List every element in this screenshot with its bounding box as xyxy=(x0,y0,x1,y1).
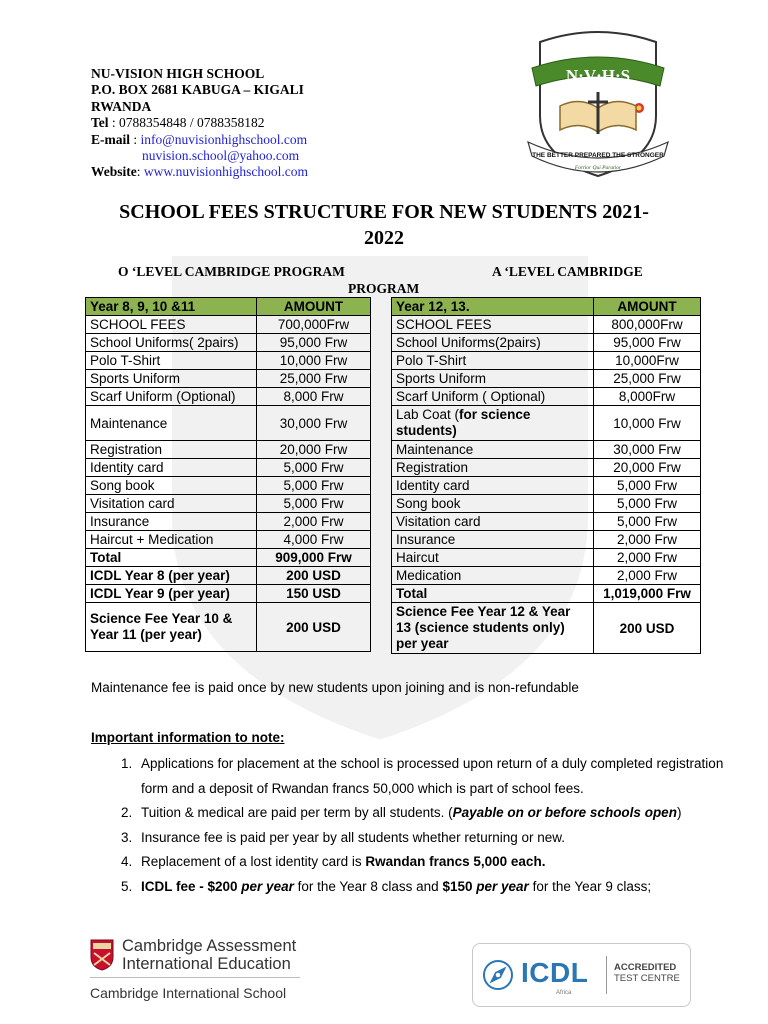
lab-coat-row: Lab Coat (for science students) 10,000 Frw xyxy=(392,406,701,441)
a-level-program-heading: A ‘LEVEL CAMBRIDGE xyxy=(492,264,643,279)
school-header xyxy=(91,66,308,181)
table-row: Visitation card 5,000 Frw xyxy=(86,495,371,513)
school-country: RWANDA xyxy=(91,98,152,114)
list-item: 4. Replacement of a lost identity card is Rwandan francs 5,000 each. xyxy=(136,850,736,875)
school-email-2 xyxy=(91,148,308,164)
email-link-2[interactable]: nuvision.school@yahoo.com xyxy=(142,148,300,164)
table-row: Insurance 2,000 Frw xyxy=(86,513,371,531)
school-name: NU-VISION HIGH SCHOOL xyxy=(91,66,265,81)
icdl-wordmark: ICDL xyxy=(521,957,589,988)
table-row: Sports Uniform 25,000 Frw xyxy=(392,370,701,388)
table-row: School Uniforms(2pairs) 95,000 Frw xyxy=(392,334,701,352)
icdl-region: Africa xyxy=(556,990,572,996)
divider xyxy=(90,977,300,978)
table-row: Scarf Uniform ( Optional) 8,000Frw xyxy=(392,388,701,406)
crest-initials: N·V·H·S xyxy=(565,66,631,85)
cambridge-shield-icon xyxy=(90,939,114,971)
important-info-list xyxy=(91,752,736,899)
table-row: Maintenance 30,000 Frw xyxy=(86,406,371,441)
table-row: Identity card 5,000 Frw xyxy=(392,477,701,495)
science-fee-row: Science Fee Year 10 & Year 11 (per year) 200 USD xyxy=(86,603,371,652)
cambridge-logo xyxy=(90,937,320,1007)
table-row: Maintenance 30,000 Frw xyxy=(392,441,701,459)
school-address: P.O. BOX 2681 KABUGA – KIGALI xyxy=(91,82,304,98)
list-item: 2. Tuition & medical are paid per term by all students. (Payable on or before schools open) xyxy=(136,801,736,826)
crest-latin-motto: Fortior Qui Paratior xyxy=(574,165,622,171)
table-row: Scarf Uniform (Optional) 8,000 Frw xyxy=(86,388,371,406)
cambridge-school-label: Cambridge International School xyxy=(90,985,287,1001)
list-item: 3. Insurance fee is paid per year by all students whether returning or new. xyxy=(136,826,736,851)
table-row: SCHOOL FEES 800,000Frw xyxy=(392,316,701,334)
table-row: Song book 5,000 Frw xyxy=(392,495,701,513)
school-crest-logo xyxy=(518,24,678,184)
page-title: SCHOOL FEES STRUCTURE FOR NEW STUDENTS 2021- 2022 xyxy=(119,201,649,249)
table-row: Visitation card 5,000 Frw xyxy=(392,513,701,531)
accredited-label: ACCREDITED xyxy=(614,962,677,973)
compass-icon xyxy=(481,958,515,992)
important-info-heading: Important information to note: xyxy=(91,730,285,745)
website-link[interactable]: www.nuvisionhighschool.com xyxy=(143,164,309,180)
icdl-year-9-row: ICDL Year 9 (per year) 150 USD xyxy=(86,585,371,603)
table-row: Registration 20,000 Frw xyxy=(392,459,701,477)
school-email: E-mail : info@nuvisionhighschool.com xyxy=(91,131,308,147)
icdl-year-8-row: ICDL Year 8 (per year) 200 USD xyxy=(86,567,371,585)
table-row: Sports Uniform 25,000 Frw xyxy=(86,370,371,388)
table-row: School Uniforms( 2pairs) 95,000 Frw xyxy=(86,334,371,352)
table-row: Polo T-Shirt 10,000Frw xyxy=(392,352,701,370)
table-row: Identity card 5,000 Frw xyxy=(86,459,371,477)
table-row: Haircut + Medication 4,000 Frw xyxy=(86,531,371,549)
icdl-accredited-badge xyxy=(472,943,691,1007)
cambridge-name-line1: Cambridge Assessment xyxy=(122,937,297,955)
table-row: Insurance 2,000 Frw xyxy=(392,531,701,549)
table-row: Haircut 2,000 Frw xyxy=(392,549,701,567)
total-row: Total 1,019,000 Frw xyxy=(392,585,701,603)
science-fee-row: Science Fee Year 12 & Year 13 (science students only) per year 200 USD xyxy=(392,603,701,654)
o-level-program-heading: O ‘LEVEL CAMBRIDGE PROGRAM xyxy=(118,264,345,279)
table-row: Medication 2,000 Frw xyxy=(392,567,701,585)
school-website: Website: www.nuvisionhighschool.com xyxy=(91,164,309,180)
table-row: Polo T-Shirt 10,000 Frw xyxy=(86,352,371,370)
o-level-fees-table xyxy=(85,297,371,652)
table-header-row: Year 8, 9, 10 &11 AMOUNT xyxy=(86,298,371,316)
maintenance-note: Maintenance fee is paid once by new students upon joining and is non-refundable xyxy=(91,680,579,695)
list-item: 1. Applications for placement at the school is processed upon return of a duly completed registration form and a deposit of Rwandan francs 50,000 which is part of school fees. xyxy=(136,752,736,801)
divider xyxy=(606,956,607,994)
crest-motto: THE BETTER PREPARED THE STRONGER xyxy=(532,152,664,159)
table-row: SCHOOL FEES 700,000Frw xyxy=(86,316,371,334)
a-level-fees-table xyxy=(391,297,701,654)
table-row: Song book 5,000 Frw xyxy=(86,477,371,495)
a-level-program-heading-2: PROGRAM xyxy=(348,281,420,296)
table-row: Registration 20,000 Frw xyxy=(86,441,371,459)
table-header-row: Year 12, 13. AMOUNT xyxy=(392,298,701,316)
cambridge-name-line2: International Education xyxy=(122,955,291,973)
total-row: Total 909,000 Frw xyxy=(86,549,371,567)
school-tel: Tel : 0788354848 / 0788358182 xyxy=(91,115,265,131)
test-centre-label: TEST CENTRE xyxy=(614,973,680,984)
email-link-1[interactable]: info@nuvisionhighschool.com xyxy=(140,131,308,147)
list-item: 5. ICDL fee - $200 per year for the Year 8 class and $150 per year for the Year 9 class; xyxy=(136,875,736,900)
